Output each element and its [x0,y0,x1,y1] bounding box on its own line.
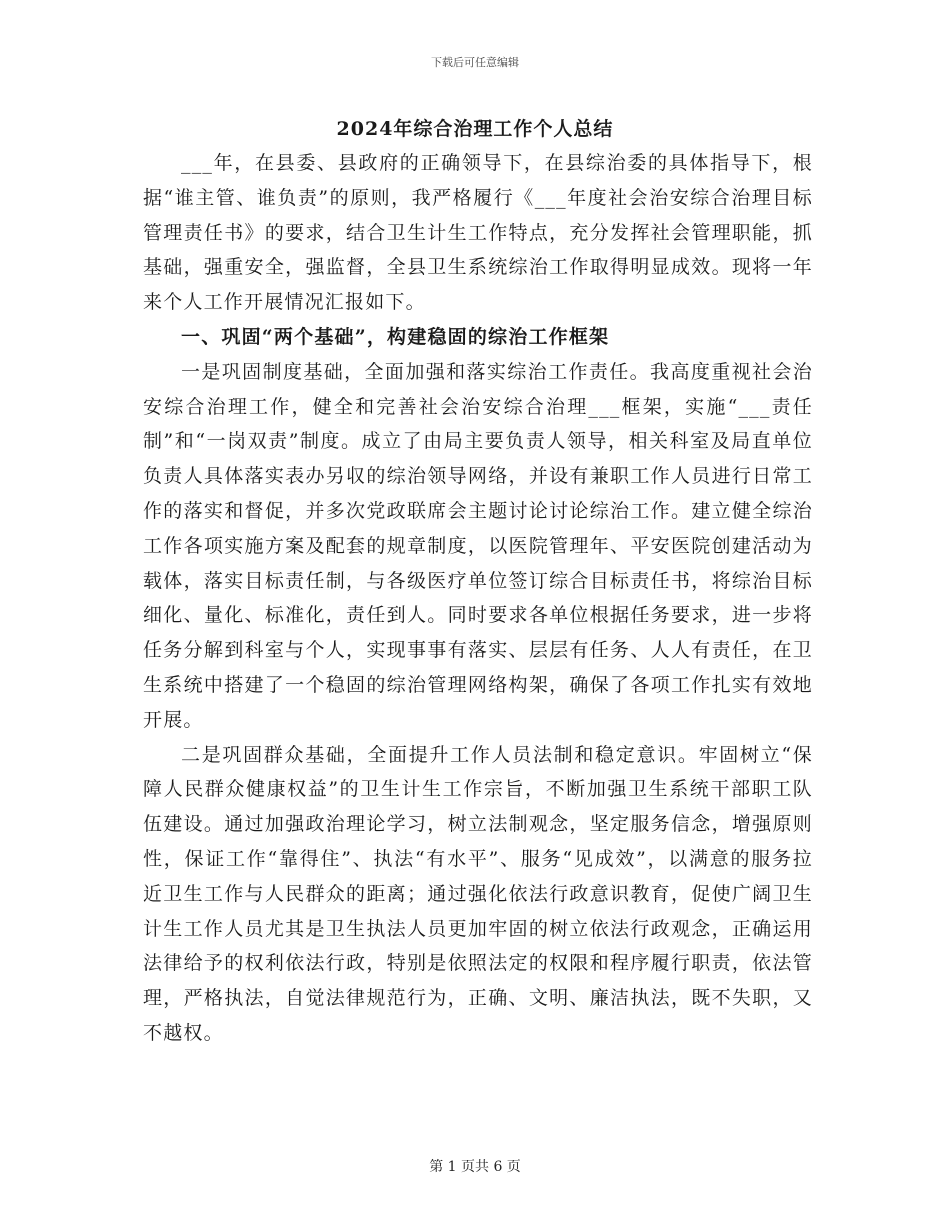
section-heading: 一、巩固“两个基础”，构建稳固的综治工作框架 [181,325,610,348]
document-title: 2024年综合治理工作个人总结 [336,118,614,140]
intro-paragraph: ___年，在县委、县政府的正确领导下，在县综治委的具体指导下，根据“谁主管、谁负责”的原则，我严格履行《___年度社会治安综合治理目标管理责任书》的要求，结合卫生计生工作特点，充分发挥社会管理职能，抓基础，强重安全，强监督，全县卫生系统综治工作取得明显成效。现将一年来个人工作开展情况汇报如下。 [143,152,813,314]
page-footer: 第 1 页共 6 页 [429,1159,521,1175]
body-paragraph-2: 二是巩固群众基础，全面提升工作人员法制和稳定意识。牢固树立“保障人民群众健康权益”的卫生计生工作宗旨，不断加强卫生系统干部职工队伍建设。通过加强政治理论学习，树立法制观念，坚定服务信念，增强原则性，保证工作“靠得住”、执法“有水平”、服务“见成效”，以满意的服务拉近卫生工作与人民群众的距离；通过强化依法行政意识教育，促使广阔卫生计生工作人员尤其是卫生执法人员更加牢固的树立依法行政观念，正确运用法律给予的权利依法行政，特别是依照法定的权限和程序履行职责，依法管理，严格执法，自觉法律规范行为，正确、文明、廉洁执法，既不失职，又不越权。 [143,743,813,1044]
body-paragraph-1: 一是巩固制度基础，全面加强和落实综治工作责任。我高度重视社会治安综合治理工作，健全和完善社会治安综合治理___框架，实施“___责任制”和“一岗双责”制度。成立了由局主要负责人领导，相关科室及局直单位负责人具体落实表办另収的综治领导网络，并设有兼职工作人员进行日常工作的落实和督促，并多次党政联席会主题讨论讨论综治工作。建立健全综治工作各项实施方案及配套的规章制度，以医院管理年、平安医院创建活动为载体，落实目标责任制，与各级医疗单位签订综合目标责任书，将综治目标细化、量化、标准化，责任到人。同时要求各单位根据任务要求，进一步将任务分解到科室与个人，实现事事有落实、层层有任务、人人有责任，在卫生系统中搭建了一个稳固的综治管理网络构架，确保了各项工作扎实有效地开展。 [143,360,813,731]
document-body [143,146,813,1051]
header-note: 下载后可任意编辑 [431,56,519,69]
